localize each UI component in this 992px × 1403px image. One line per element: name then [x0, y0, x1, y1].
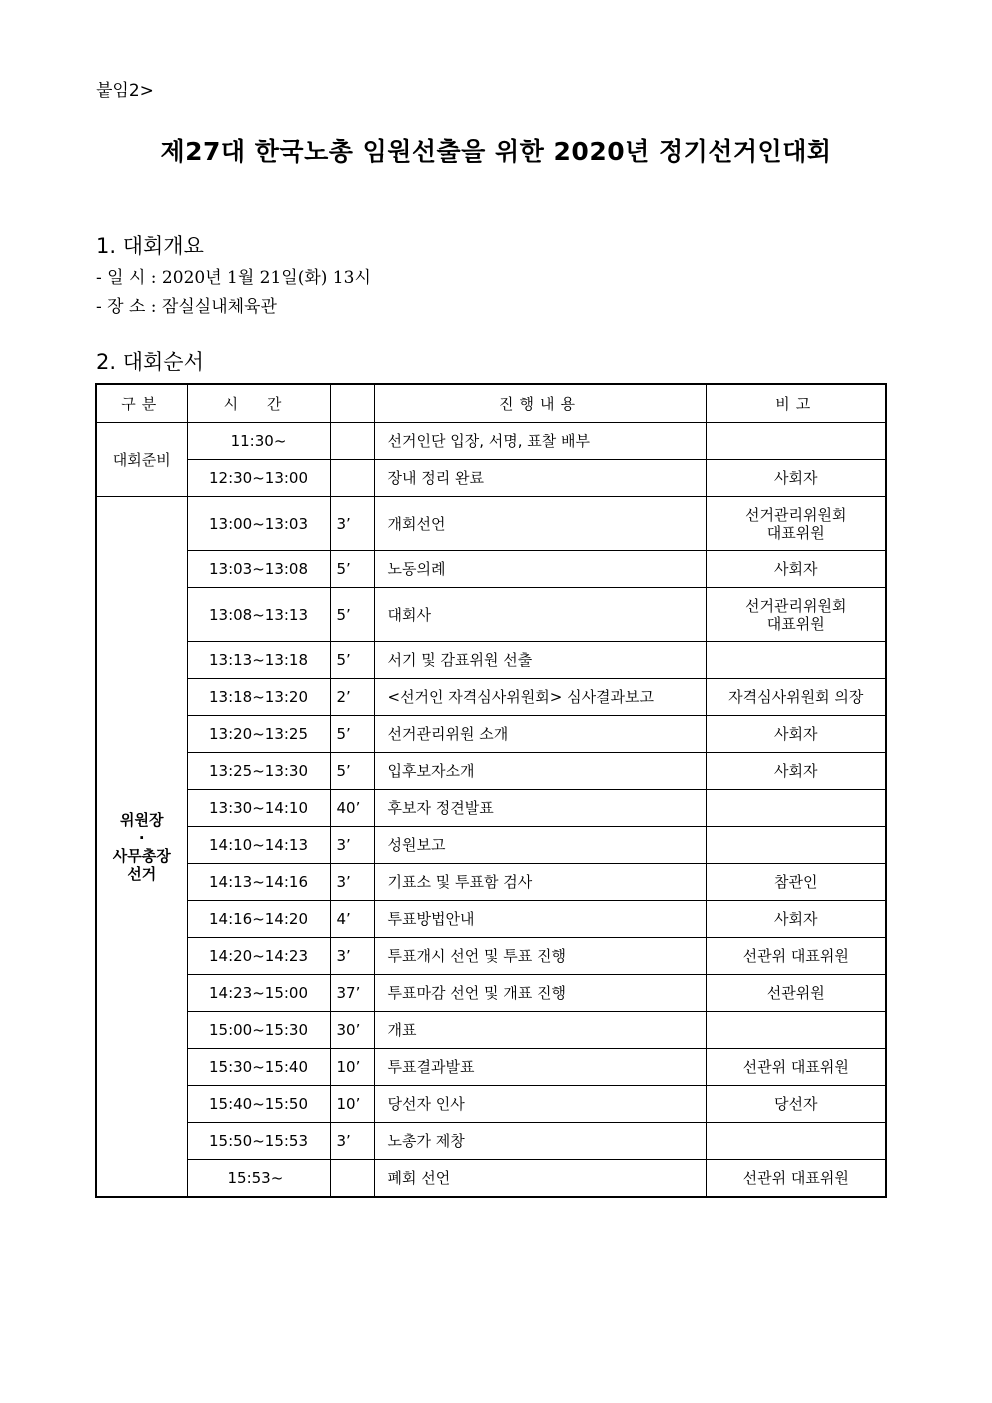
time-cell: 13:30~14:10	[187, 790, 330, 827]
note-cell: 사회자	[706, 460, 886, 497]
time-cell: 13:20~13:25	[187, 716, 330, 753]
note-cell	[706, 790, 886, 827]
table-row	[96, 551, 886, 588]
duration-cell: 3’	[330, 1123, 374, 1160]
content-cell: 개표	[374, 1012, 706, 1049]
table-header-row	[96, 384, 886, 423]
overview-venue-line: - 장 소 : 잠실실내체육관	[96, 297, 277, 317]
overview-date-line: - 일 시 : 2020년 1월 21일(화) 13시	[96, 268, 371, 288]
note-cell: 자격심사위원회 의장	[706, 679, 886, 716]
table-row	[96, 1123, 886, 1160]
table-row	[96, 753, 886, 790]
time-cell: 13:13~13:18	[187, 642, 330, 679]
category-cell: 위원장 · 사무총장 선거	[96, 497, 187, 1198]
duration-cell	[330, 460, 374, 497]
content-cell: 노동의례	[374, 551, 706, 588]
duration-cell: 5’	[330, 551, 374, 588]
content-cell: 투표개시 선언 및 투표 진행	[374, 938, 706, 975]
header-note: 비고	[706, 384, 886, 423]
duration-cell	[330, 1160, 374, 1198]
time-cell: 13:08~13:13	[187, 588, 330, 642]
time-cell: 13:18~13:20	[187, 679, 330, 716]
content-cell: 서기 및 감표위원 선출	[374, 642, 706, 679]
time-cell: 14:13~14:16	[187, 864, 330, 901]
note-cell: 당선자	[706, 1086, 886, 1123]
content-cell: 선거인단 입장, 서명, 표찰 배부	[374, 423, 706, 460]
content-cell: 노총가 제창	[374, 1123, 706, 1160]
header-time: 시 간	[187, 384, 330, 423]
header-duration	[330, 384, 374, 423]
time-cell: 15:30~15:40	[187, 1049, 330, 1086]
content-cell: 기표소 및 투표함 검사	[374, 864, 706, 901]
content-cell: 폐회 선언	[374, 1160, 706, 1198]
table-row	[96, 1049, 886, 1086]
time-cell: 14:16~14:20	[187, 901, 330, 938]
duration-cell: 37’	[330, 975, 374, 1012]
time-cell: 13:25~13:30	[187, 753, 330, 790]
duration-cell: 3’	[330, 827, 374, 864]
time-cell: 14:10~14:13	[187, 827, 330, 864]
header-content: 진행내용	[374, 384, 706, 423]
note-cell: 선관위 대표위원	[706, 1160, 886, 1198]
table-row	[96, 827, 886, 864]
time-cell: 15:53~	[187, 1160, 330, 1198]
note-cell: 사회자	[706, 551, 886, 588]
duration-cell: 5’	[330, 753, 374, 790]
content-cell: 입후보자소개	[374, 753, 706, 790]
duration-cell: 3’	[330, 497, 374, 551]
table-row	[96, 901, 886, 938]
document-title: 제27대 한국노총 임원선출을 위한 2020년 정기선거인대회	[160, 137, 832, 166]
section-heading-program: 2. 대회순서	[96, 350, 204, 374]
content-cell: 대회사	[374, 588, 706, 642]
time-cell: 15:50~15:53	[187, 1123, 330, 1160]
time-cell: 12:30~13:00	[187, 460, 330, 497]
section-heading-overview: 1. 대회개요	[96, 234, 204, 258]
table-body	[96, 423, 886, 1198]
content-cell: 투표방법안내	[374, 901, 706, 938]
header-category: 구분	[96, 384, 187, 423]
note-cell: 선관위 대표위원	[706, 1049, 886, 1086]
note-cell: 사회자	[706, 901, 886, 938]
duration-cell: 3’	[330, 938, 374, 975]
duration-cell: 40’	[330, 790, 374, 827]
note-cell: 선관위 대표위원	[706, 938, 886, 975]
note-cell	[706, 642, 886, 679]
time-cell: 15:40~15:50	[187, 1086, 330, 1123]
table-row	[96, 679, 886, 716]
time-cell: 13:00~13:03	[187, 497, 330, 551]
program-schedule-table	[95, 383, 887, 1198]
time-cell: 15:00~15:30	[187, 1012, 330, 1049]
content-cell: 당선자 인사	[374, 1086, 706, 1123]
table-row	[96, 716, 886, 753]
duration-cell: 30’	[330, 1012, 374, 1049]
content-cell: 장내 정리 완료	[374, 460, 706, 497]
table-row	[96, 975, 886, 1012]
duration-cell: 3’	[330, 864, 374, 901]
table-row	[96, 938, 886, 975]
note-cell: 선거관리위원회 대표위원	[706, 588, 886, 642]
table-row	[96, 642, 886, 679]
note-cell: 선거관리위원회 대표위원	[706, 497, 886, 551]
content-cell: <선거인 자격심사위원회> 심사결과보고	[374, 679, 706, 716]
content-cell: 후보자 정견발표	[374, 790, 706, 827]
category-cell: 대회준비	[96, 423, 187, 497]
time-cell: 14:23~15:00	[187, 975, 330, 1012]
note-cell	[706, 1123, 886, 1160]
duration-cell: 5’	[330, 642, 374, 679]
note-cell	[706, 827, 886, 864]
duration-cell: 10’	[330, 1086, 374, 1123]
note-cell: 사회자	[706, 716, 886, 753]
attachment-label: 붙임2>	[96, 81, 154, 101]
table-row	[96, 460, 886, 497]
duration-cell: 5’	[330, 588, 374, 642]
content-cell: 투표마감 선언 및 개표 진행	[374, 975, 706, 1012]
table-row	[96, 1086, 886, 1123]
table-row	[96, 790, 886, 827]
table-row	[96, 864, 886, 901]
duration-cell: 4’	[330, 901, 374, 938]
table-row	[96, 588, 886, 642]
table-row	[96, 1012, 886, 1049]
table-row	[96, 1160, 886, 1198]
content-cell: 투표결과발표	[374, 1049, 706, 1086]
time-cell: 11:30~	[187, 423, 330, 460]
table-row	[96, 423, 886, 460]
content-cell: 개회선언	[374, 497, 706, 551]
duration-cell: 10’	[330, 1049, 374, 1086]
duration-cell: 2’	[330, 679, 374, 716]
note-cell	[706, 1012, 886, 1049]
content-cell: 성원보고	[374, 827, 706, 864]
note-cell: 선관위원	[706, 975, 886, 1012]
time-cell: 14:20~14:23	[187, 938, 330, 975]
note-cell: 사회자	[706, 753, 886, 790]
table-row	[96, 497, 886, 551]
time-cell: 13:03~13:08	[187, 551, 330, 588]
duration-cell: 5’	[330, 716, 374, 753]
note-cell	[706, 423, 886, 460]
duration-cell	[330, 423, 374, 460]
content-cell: 선거관리위원 소개	[374, 716, 706, 753]
note-cell: 참관인	[706, 864, 886, 901]
